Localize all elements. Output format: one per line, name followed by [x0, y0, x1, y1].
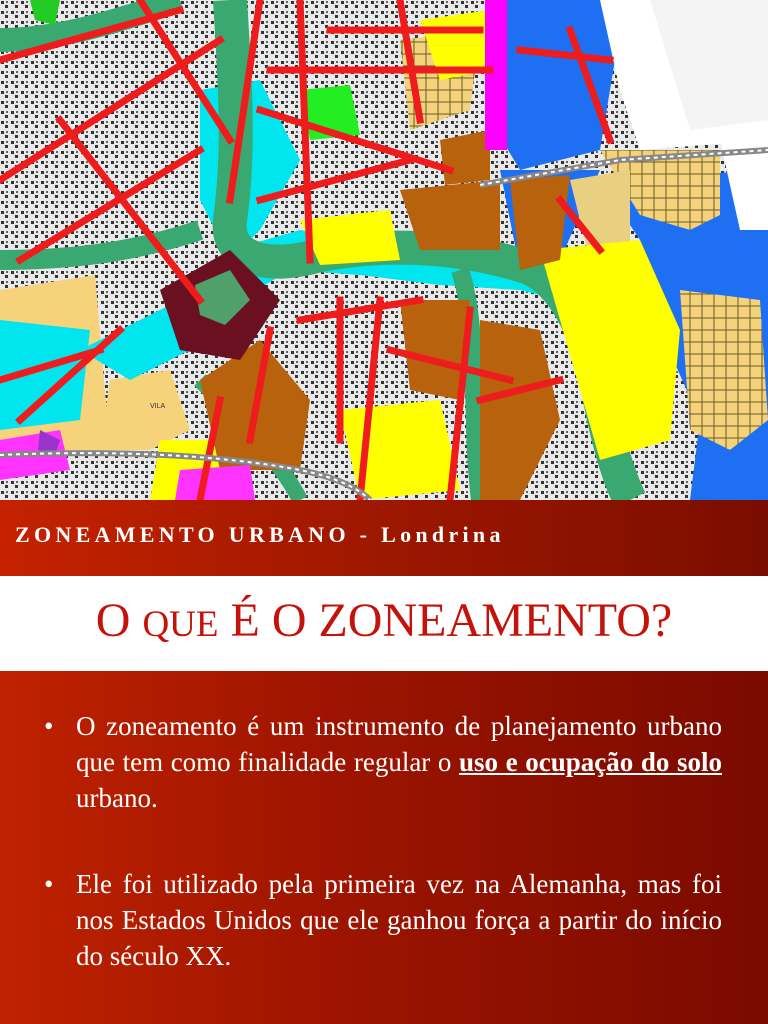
title-que: QUE — [142, 604, 219, 645]
zoning-map-image — [0, 0, 768, 500]
bullet-text-after: urbano. — [76, 783, 158, 813]
bullet-item — [44, 866, 722, 974]
bullet-text-before: O zoneamento é um instrumento de planejamento urbano que tem como finalidade regular o — [76, 711, 722, 777]
banner-heading: ZONEAMENTO URBANO - Londrina — [15, 522, 505, 547]
bullet-emphasis: uso e ocupação do solo — [459, 747, 722, 777]
slide-title — [0, 593, 768, 648]
bullet-text — [76, 708, 722, 816]
header-banner — [0, 500, 768, 576]
bullet-marker: • — [44, 711, 54, 741]
title-band — [0, 576, 768, 671]
title-rest: É O ZONEAMENTO? — [230, 594, 673, 647]
bullet-text: Ele foi utilizado pela primeira vez na Alemanha, mas foi nos Estados Unidos que ele ganhou força a partir do início do século XX. — [76, 869, 722, 971]
map-label-vila: VILA — [150, 403, 166, 410]
title-first-cap: O — [95, 594, 131, 647]
bullet-marker: • — [44, 869, 54, 899]
bullet-item — [44, 708, 722, 816]
content-area — [0, 671, 768, 1024]
